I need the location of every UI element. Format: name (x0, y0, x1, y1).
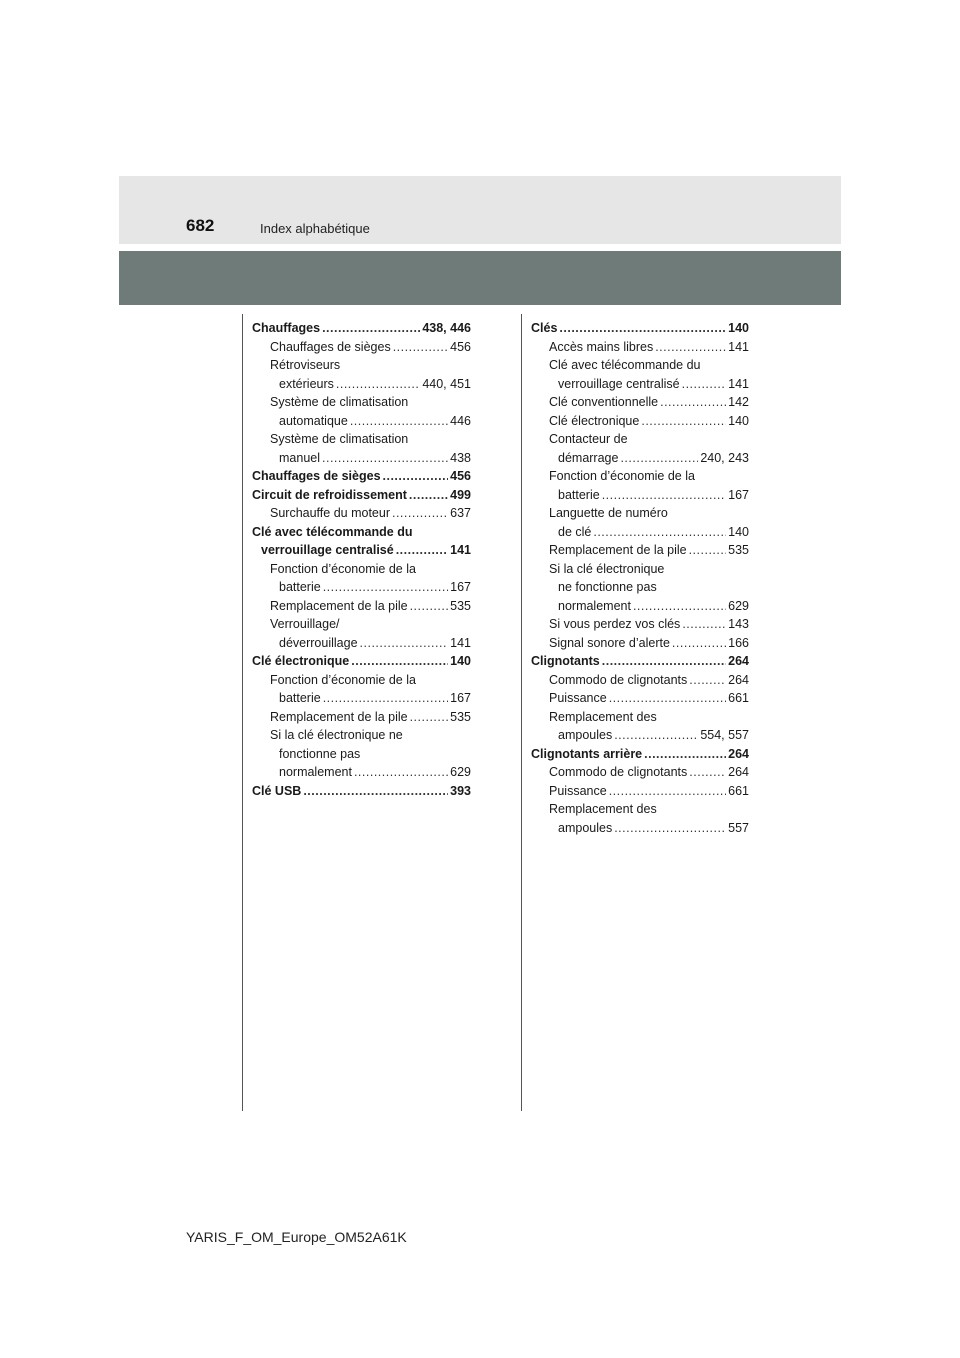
dot-leader (559, 319, 726, 338)
index-entry-page[interactable]: 393 (450, 783, 471, 798)
index-entry-label: batterie (558, 487, 600, 502)
index-entry (252, 504, 471, 523)
dot-leader (322, 319, 420, 338)
index-entry-label: Circuit de refroidissement (252, 487, 407, 502)
index-entry-label: Chauffages (252, 321, 321, 335)
index-entry-page[interactable]: 438 (450, 450, 471, 465)
index-entry-page[interactable]: 167 (450, 580, 471, 594)
index-entry-label: Chauffages de sièges (270, 339, 391, 354)
index-entry-page[interactable]: 142 (728, 395, 749, 409)
dot-leader (392, 504, 448, 523)
index-entry (252, 356, 471, 375)
index-entry (531, 319, 749, 338)
index-entry-label: Clé avec télécommande du (252, 524, 413, 539)
index-entry (252, 412, 471, 431)
index-entry (252, 449, 471, 468)
index-entry-label: Rétroviseurs (270, 358, 341, 372)
index-entry-label: Puissance (549, 691, 607, 705)
index-entry-label: fonctionne pas (279, 746, 361, 761)
index-entry (531, 708, 749, 727)
dot-leader (620, 449, 698, 468)
index-entry (531, 449, 749, 468)
index-entry (252, 393, 471, 412)
index-entry-page[interactable]: 554, 557 (700, 728, 749, 742)
dot-leader (655, 338, 726, 357)
index-entry-label: Commodo de clignotants (549, 765, 688, 779)
index-entry-label: ne fonctionne pas (558, 580, 657, 594)
index-entry-label: Chauffages de sièges (252, 469, 381, 483)
dot-leader (602, 486, 726, 505)
index-entry (531, 763, 749, 782)
index-entry-label: ampoules (558, 728, 613, 742)
index-entry-label: Si la clé électronique (549, 561, 665, 576)
dot-leader (396, 541, 448, 560)
index-entry (531, 597, 749, 616)
index-entry-page[interactable]: 140 (728, 321, 749, 335)
index-entry-label: Verrouillage/ (270, 617, 340, 631)
index-entry (252, 763, 471, 782)
index-entry-page[interactable]: 446 (450, 413, 471, 428)
dot-leader (633, 597, 726, 616)
index-entry-page[interactable]: 535 (450, 709, 471, 724)
index-entry-label: Remplacement des (549, 802, 657, 816)
section-title: Index alphabétique (260, 221, 370, 236)
dot-leader (609, 689, 726, 708)
index-entry-label: Remplacement de la pile (270, 709, 408, 724)
index-entry-page[interactable]: 637 (450, 506, 471, 520)
index-entry-label: Si vous perdez vos clés (549, 617, 681, 631)
index-entry-page[interactable]: 166 (728, 635, 749, 650)
dot-leader (323, 689, 448, 708)
index-entry (531, 726, 749, 745)
index-entry-page[interactable]: 557 (728, 820, 749, 835)
index-entry-page[interactable]: 140 (728, 413, 749, 428)
index-entry-page[interactable]: 535 (728, 543, 749, 557)
index-entry-page[interactable]: 499 (450, 487, 471, 502)
dot-leader (393, 338, 448, 357)
index-entry (531, 504, 749, 523)
index-entry-page[interactable]: 535 (450, 598, 471, 613)
index-entry (531, 578, 749, 597)
index-entry-page[interactable]: 264 (728, 672, 749, 687)
index-entry (252, 671, 471, 690)
dot-leader (350, 412, 448, 431)
index-entry-label: Remplacement des (549, 709, 657, 724)
index-entry (252, 615, 471, 634)
index-entry-page[interactable]: 456 (450, 339, 471, 354)
index-entry (252, 634, 471, 653)
index-entry-page[interactable]: 661 (728, 691, 749, 705)
index-entry (531, 560, 749, 579)
index-entry-label: normalement (279, 765, 352, 779)
dot-leader (644, 745, 726, 764)
index-entry-page[interactable]: 240, 243 (700, 450, 749, 465)
index-entry (252, 652, 471, 671)
index-entry-page[interactable]: 141 (728, 339, 749, 354)
dot-leader (689, 763, 726, 782)
index-entry-label: automatique (279, 413, 348, 428)
index-entry-page[interactable]: 141 (728, 376, 749, 391)
index-entry (252, 708, 471, 727)
header-band (119, 176, 841, 244)
dot-leader (614, 819, 726, 838)
index-entry-label: déverrouillage (279, 635, 358, 650)
index-entry (531, 615, 749, 634)
index-entry (531, 671, 749, 690)
index-entry (531, 800, 749, 819)
dot-leader (689, 671, 726, 690)
index-entry-label: Clé avec télécommande du (549, 358, 701, 372)
index-entry-page[interactable]: 661 (728, 783, 749, 798)
index-entry (531, 634, 749, 653)
index-entry-label: Clé électronique (252, 654, 350, 668)
index-entry-page[interactable]: 438, 446 (422, 321, 471, 335)
index-entry-label: batterie (279, 580, 321, 594)
index-entry (252, 578, 471, 597)
index-entry-label: Clé USB (252, 783, 302, 798)
index-entry (531, 338, 749, 357)
index-entry-label: extérieurs (279, 376, 334, 391)
index-entry-label: Si la clé électronique ne (270, 728, 403, 742)
index-entry (531, 430, 749, 449)
index-entry-label: batterie (279, 691, 321, 705)
index-entry (531, 523, 749, 542)
index-entry-page[interactable]: 440, 451 (422, 376, 471, 391)
dot-leader (351, 652, 448, 671)
index-entry-label: démarrage (558, 450, 619, 465)
index-entry (252, 375, 471, 394)
index-entry (531, 486, 749, 505)
index-entry (252, 430, 471, 449)
index-column-left (252, 319, 471, 800)
index-entry-page[interactable]: 143 (728, 617, 749, 631)
dot-leader (354, 763, 448, 782)
index-entry-label: Clé conventionnelle (549, 395, 659, 409)
dot-leader (682, 615, 726, 634)
index-entry-page[interactable]: 167 (450, 691, 471, 705)
index-entry (252, 745, 471, 764)
dot-leader (602, 652, 726, 671)
index-entry (252, 726, 471, 745)
index-entry-label: Fonction d’économie de la (270, 672, 416, 687)
index-entry-label: Commodo de clignotants (549, 672, 688, 687)
index-entry-label: Remplacement de la pile (270, 598, 408, 613)
index-entry-label: manuel (279, 450, 320, 465)
column-rule-left (242, 314, 243, 1111)
index-entry (531, 652, 749, 671)
document-code: YARIS_F_OM_Europe_OM52A61K (186, 1229, 407, 1245)
dot-leader (323, 578, 448, 597)
dot-leader (689, 541, 727, 560)
dot-leader (609, 782, 726, 801)
dot-leader (336, 375, 420, 394)
index-entry (531, 782, 749, 801)
dot-leader (672, 634, 726, 653)
header-dark-band (119, 251, 841, 305)
dot-leader (593, 523, 726, 542)
index-entry-label: Clé électronique (549, 413, 640, 428)
index-entry-page[interactable]: 264 (728, 746, 749, 761)
index-entry-label: Accès mains libres (549, 339, 654, 354)
index-entry (531, 393, 749, 412)
index-entry (531, 819, 749, 838)
dot-leader (360, 634, 449, 653)
dot-leader (383, 467, 449, 486)
dot-leader (322, 449, 448, 468)
index-entry-label: Signal sonore d’alerte (549, 635, 670, 650)
page-number: 682 (186, 216, 215, 235)
index-entry (252, 782, 471, 801)
dot-leader (409, 486, 448, 505)
index-entry-label: Clignotants arrière (531, 746, 643, 761)
index-entry-page[interactable]: 140 (450, 654, 471, 668)
index-entry (531, 412, 749, 431)
index-entry (252, 467, 471, 486)
index-entry-label: Surchauffe du moteur (270, 506, 390, 520)
index-entry-page[interactable]: 141 (450, 635, 471, 650)
index-entry (252, 689, 471, 708)
index-entry-label: Clés (531, 321, 558, 335)
index-entry-label: Contacteur de (549, 432, 628, 446)
index-entry-page[interactable]: 264 (728, 654, 749, 668)
index-entry (531, 375, 749, 394)
index-entry-label: Clignotants (531, 654, 600, 668)
index-entry (252, 523, 471, 542)
index-column-right (531, 319, 749, 837)
dot-leader (614, 726, 698, 745)
index-entry-page[interactable]: 140 (728, 524, 749, 539)
index-entry-label: Fonction d’économie de la (270, 561, 416, 576)
index-entry-label: ampoules (558, 820, 613, 835)
index-entry (531, 467, 749, 486)
index-entry (531, 356, 749, 375)
dot-leader (303, 782, 448, 801)
index-entry-label: verrouillage centralisé (261, 543, 394, 557)
index-entry-label: de clé (558, 524, 592, 539)
index-entry (252, 486, 471, 505)
index-entry-label: verrouillage centralisé (558, 376, 680, 391)
index-entry-label: Puissance (549, 783, 607, 798)
index-entry-page[interactable]: 629 (450, 765, 471, 779)
dot-leader (641, 412, 726, 431)
dot-leader (410, 708, 449, 727)
index-entry-label: normalement (558, 598, 631, 613)
index-entry (531, 745, 749, 764)
index-entry-page[interactable]: 629 (728, 598, 749, 613)
index-entry (252, 597, 471, 616)
index-entry (531, 689, 749, 708)
index-entry (252, 338, 471, 357)
index-entry-label: Système de climatisation (270, 432, 409, 446)
index-entry-label: Fonction d’économie de la (549, 469, 695, 483)
index-entry-page[interactable]: 456 (450, 469, 471, 483)
dot-leader (410, 597, 449, 616)
dot-leader (660, 393, 726, 412)
index-entry (531, 541, 749, 560)
index-entry-page[interactable]: 264 (728, 765, 749, 779)
index-entry-label: Languette de numéro (549, 506, 668, 520)
index-entry-page[interactable]: 167 (728, 487, 749, 502)
index-entry (252, 560, 471, 579)
index-entry (252, 541, 471, 560)
index-entry (252, 319, 471, 338)
index-entry-page[interactable]: 141 (450, 543, 471, 557)
index-entry-label: Remplacement de la pile (549, 543, 687, 557)
column-rule-right (521, 314, 522, 1111)
dot-leader (682, 375, 727, 394)
index-entry-label: Système de climatisation (270, 395, 409, 409)
